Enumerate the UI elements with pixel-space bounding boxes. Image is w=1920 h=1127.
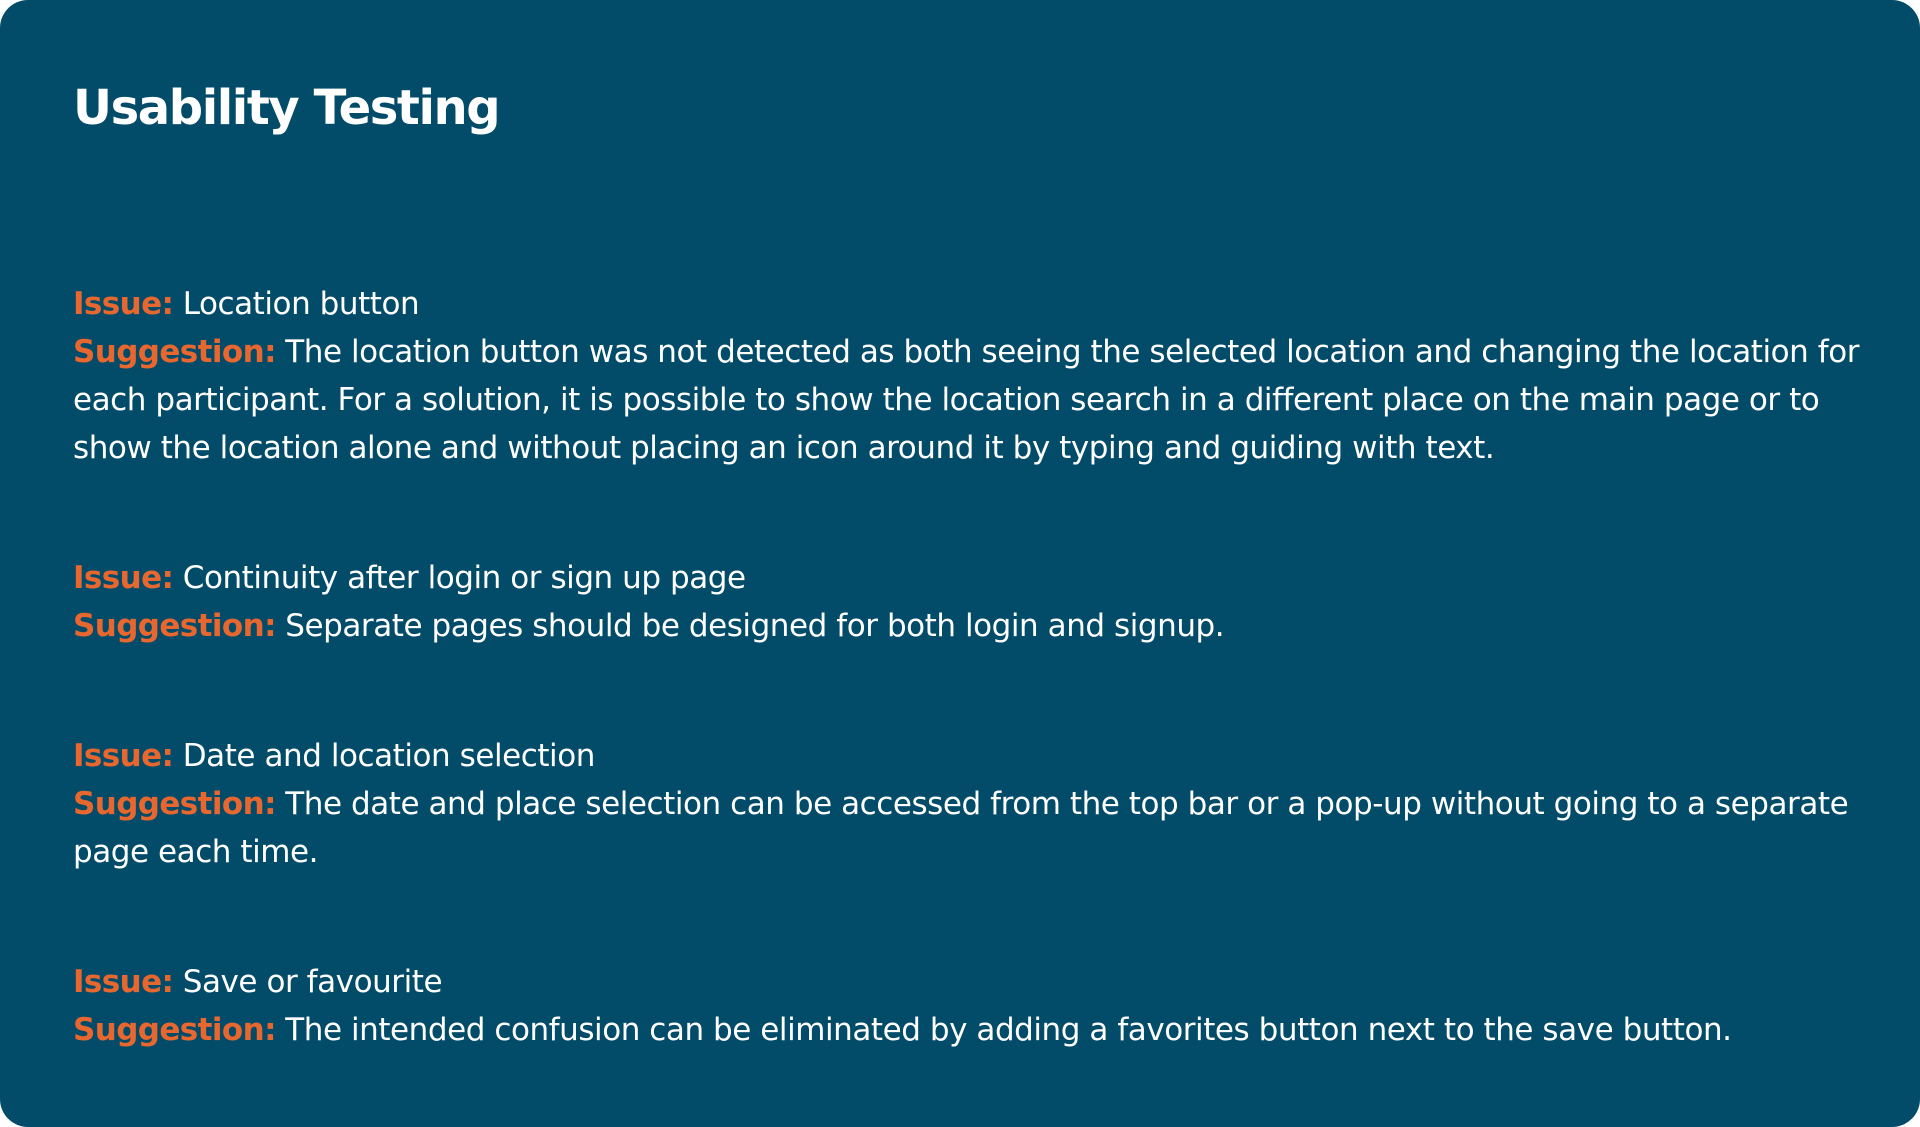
suggestion-line (73, 780, 1903, 876)
finding-item (73, 732, 1903, 876)
suggestion-label: Suggestion: (73, 1012, 276, 1048)
issue-text: Date and location selection (182, 738, 595, 774)
findings-list (73, 280, 1903, 1054)
finding-item (73, 554, 1903, 650)
page-title: Usability Testing (73, 80, 500, 136)
issue-label: Issue: (73, 738, 174, 774)
suggestion-label: Suggestion: (73, 334, 276, 370)
suggestion-line (73, 1006, 1903, 1054)
suggestion-text: The intended confusion can be eliminated by adding a favorites button next to the save button. (285, 1012, 1732, 1048)
suggestion-label: Suggestion: (73, 608, 276, 644)
issue-label: Issue: (73, 560, 174, 596)
suggestion-text: The date and place selection can be accessed from the top bar or a pop-up without going to a separate page each time. (73, 786, 1849, 870)
suggestion-label: Suggestion: (73, 786, 276, 822)
issue-label: Issue: (73, 286, 174, 322)
issue-line (73, 280, 1903, 328)
finding-item (73, 280, 1903, 472)
issue-line (73, 958, 1903, 1006)
issue-text: Save or favourite (182, 964, 443, 1000)
issue-line (73, 554, 1903, 602)
finding-item (73, 958, 1903, 1054)
issue-text: Continuity after login or sign up page (182, 560, 746, 596)
issue-text: Location button (182, 286, 420, 322)
suggestion-text: The location button was not detected as both seeing the selected location and changing the location for each participant. For a solution, it is possible to show the location search in a different place on the main page or to show the location alone and without placing an icon around it by typing and guiding with text. (73, 334, 1860, 466)
issue-line (73, 732, 1903, 780)
issue-label: Issue: (73, 964, 174, 1000)
suggestion-line (73, 328, 1903, 472)
suggestion-text: Separate pages should be designed for both login and signup. (285, 608, 1225, 644)
suggestion-line (73, 602, 1903, 650)
